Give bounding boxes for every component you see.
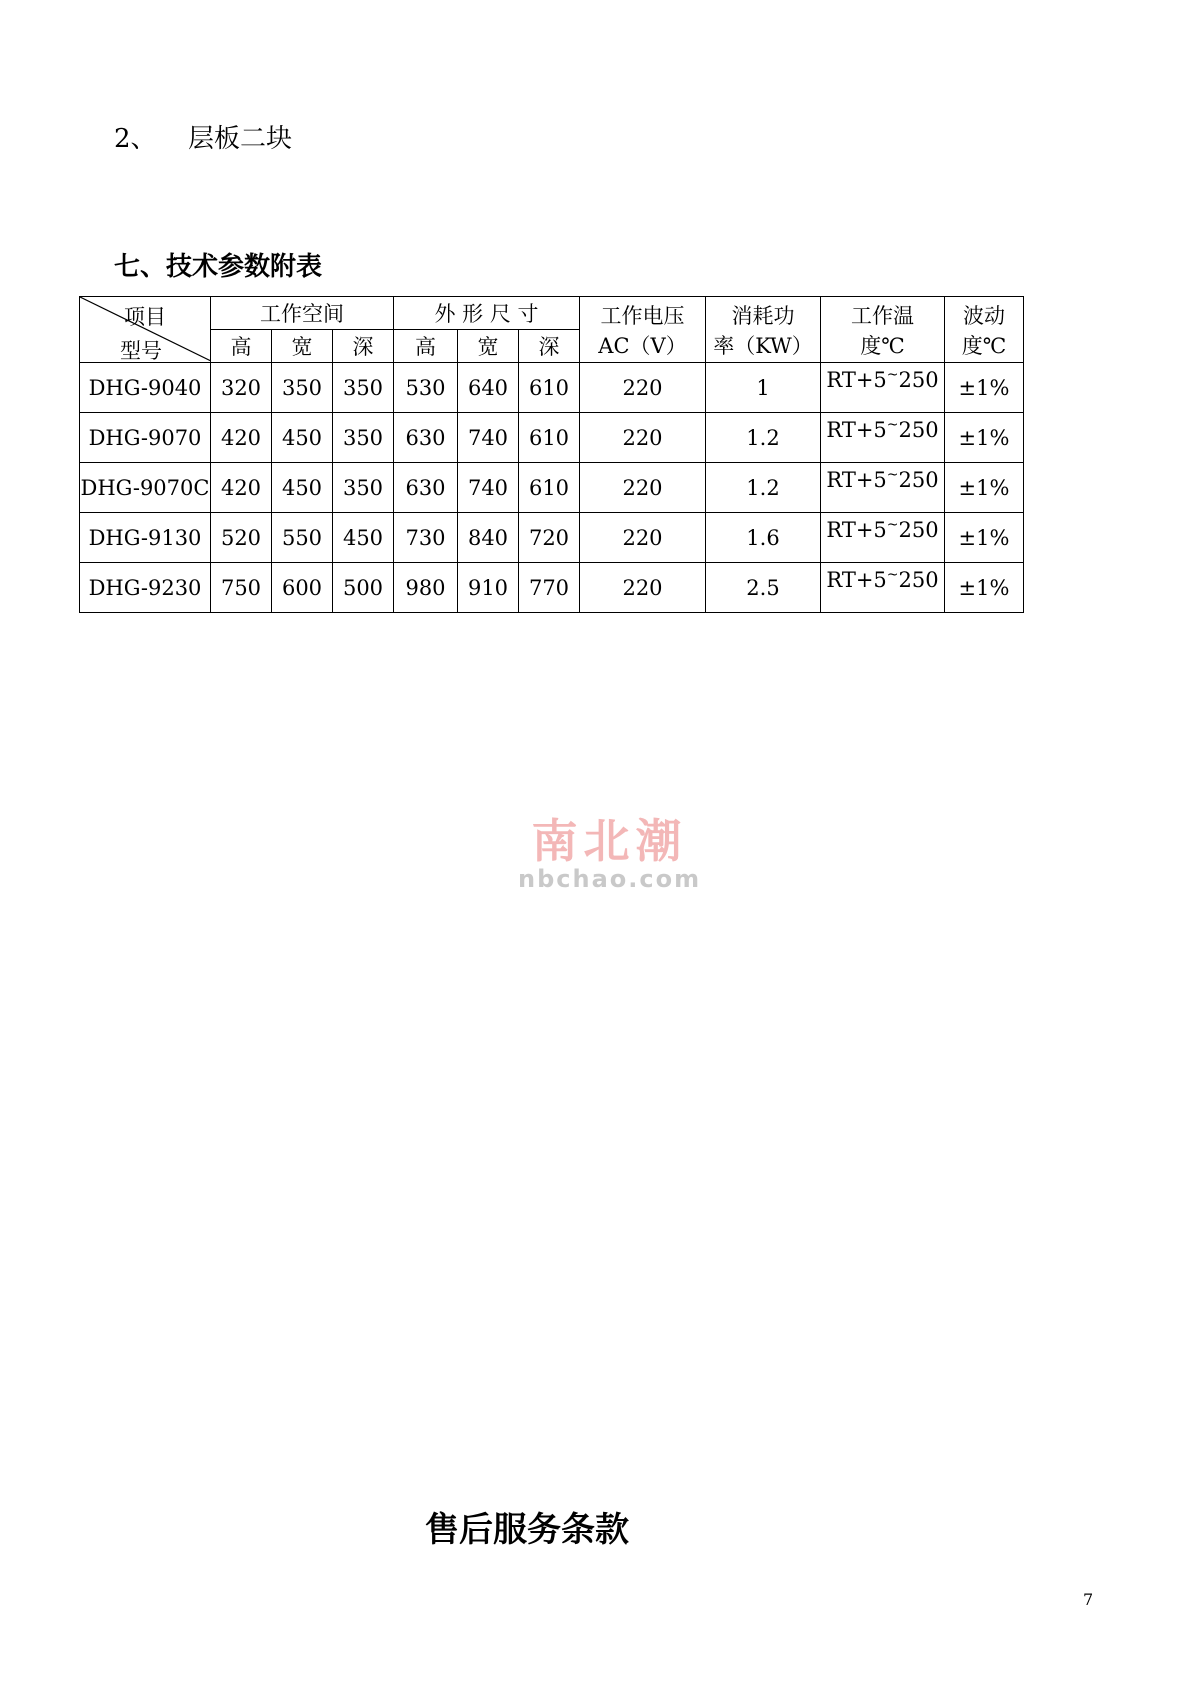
temp-base: RT+5 [826,468,887,492]
cell-outer-width: 740 [458,413,519,463]
cell-temperature [821,563,945,613]
cell-work-width: 550 [272,513,333,563]
cell-outer-depth: 720 [519,513,580,563]
cell-temperature [821,463,945,513]
header-fluctuation-line-2: 度℃ [961,333,1007,358]
cell-voltage: 220 [580,413,706,463]
subheader-outer-height: 高 [394,330,458,363]
cell-temperature [821,513,945,563]
cell-outer-width: 910 [458,563,519,613]
subheader-work-depth: 深 [333,330,394,363]
header-fluctuation-line-1: 波动 [963,303,1005,328]
header-outer-size: 外 形 尺 寸 [394,297,580,330]
temp-max: 250 [898,568,939,592]
cell-power: 2.5 [706,563,821,613]
subheader-outer-depth: 深 [519,330,580,363]
watermark-logo [518,816,701,892]
header-power [706,297,821,363]
cell-outer-depth: 770 [519,563,580,613]
cell-temperature [821,413,945,463]
table-row [80,363,1024,413]
cell-fluctuation: ±1% [945,513,1024,563]
cell-power: 1.6 [706,513,821,563]
cell-voltage: 220 [580,563,706,613]
cell-work-depth: 450 [333,513,394,563]
subheader-work-width: 宽 [272,330,333,363]
cell-model: DHG-9070 [80,413,211,463]
watermark-chinese: 南北潮 [531,814,688,868]
temp-max: 250 [898,418,939,442]
cell-model: DHG-9040 [80,363,211,413]
cell-fluctuation: ±1% [945,563,1024,613]
cell-temperature [821,363,945,413]
cell-voltage: 220 [580,363,706,413]
table-row [80,463,1024,513]
corner-label-model: 型号 [120,339,162,363]
header-power-line-2: 率（KW） [713,333,813,358]
cell-voltage: 220 [580,513,706,563]
corner-label-item: 项目 [124,305,166,329]
cell-work-depth: 350 [333,413,394,463]
temp-separator: ~ [886,517,899,533]
table-row [80,513,1024,563]
cell-fluctuation: ±1% [945,413,1024,463]
spec-table [79,296,1024,613]
temp-separator: ~ [886,567,899,583]
header-temperature-line-2: 度℃ [860,333,905,358]
header-work-space: 工作空间 [211,297,394,330]
cell-outer-width: 640 [458,363,519,413]
section-heading: 七、技术参数附表 [114,252,323,282]
after-sales-title: 售后服务条款 [425,1510,629,1550]
cell-fluctuation: ±1% [945,463,1024,513]
cell-outer-height: 630 [394,413,458,463]
cell-work-height: 520 [211,513,272,563]
watermark-domain: nbchao.com [518,865,702,893]
cell-work-height: 420 [211,413,272,463]
corner-header-cell [80,297,211,363]
header-power-line-1: 消耗功 [731,303,795,328]
cell-outer-width: 840 [458,513,519,563]
cell-work-depth: 350 [333,463,394,513]
list-item-shelves [114,118,292,155]
temp-separator: ~ [886,467,899,483]
cell-outer-height: 730 [394,513,458,563]
table-row [80,413,1024,463]
temp-max: 250 [898,518,939,542]
cell-work-width: 450 [272,413,333,463]
subheader-work-height: 高 [211,330,272,363]
header-voltage-line-2: AC（V） [598,333,687,358]
temp-base: RT+5 [826,418,887,442]
temp-max: 250 [898,468,939,492]
header-voltage-line-1: 工作电压 [600,303,685,328]
temp-base: RT+5 [826,368,887,392]
list-item-text: 层板二块 [188,124,293,154]
cell-outer-height: 980 [394,563,458,613]
header-temperature [821,297,945,363]
cell-work-width: 600 [272,563,333,613]
cell-outer-width: 740 [458,463,519,513]
cell-power: 1.2 [706,413,821,463]
cell-work-depth: 350 [333,363,394,413]
cell-outer-depth: 610 [519,363,580,413]
cell-work-width: 350 [272,363,333,413]
cell-work-height: 320 [211,363,272,413]
subheader-outer-width: 宽 [458,330,519,363]
cell-work-depth: 500 [333,563,394,613]
temp-base: RT+5 [826,518,887,542]
header-fluctuation [945,297,1024,363]
cell-fluctuation: ±1% [945,363,1024,413]
cell-outer-depth: 610 [519,463,580,513]
temp-base: RT+5 [826,568,887,592]
cell-work-width: 450 [272,463,333,513]
cell-power: 1 [706,363,821,413]
cell-outer-height: 530 [394,363,458,413]
header-voltage [580,297,706,363]
temp-separator: ~ [886,367,899,383]
cell-model: DHG-9130 [80,513,211,563]
page-number: 7 [1083,1590,1094,1609]
list-item-number: 2、 [114,124,157,154]
header-temperature-line-1: 工作温 [851,303,914,328]
table-header-row-1 [80,297,1024,330]
cell-model: DHG-9070C [80,463,211,513]
cell-voltage: 220 [580,463,706,513]
temp-separator: ~ [886,417,899,433]
cell-outer-depth: 610 [519,413,580,463]
cell-outer-height: 630 [394,463,458,513]
table-row [80,563,1024,613]
cell-model: DHG-9230 [80,563,211,613]
cell-power: 1.2 [706,463,821,513]
cell-work-height: 420 [211,463,272,513]
cell-work-height: 750 [211,563,272,613]
temp-max: 250 [898,368,939,392]
